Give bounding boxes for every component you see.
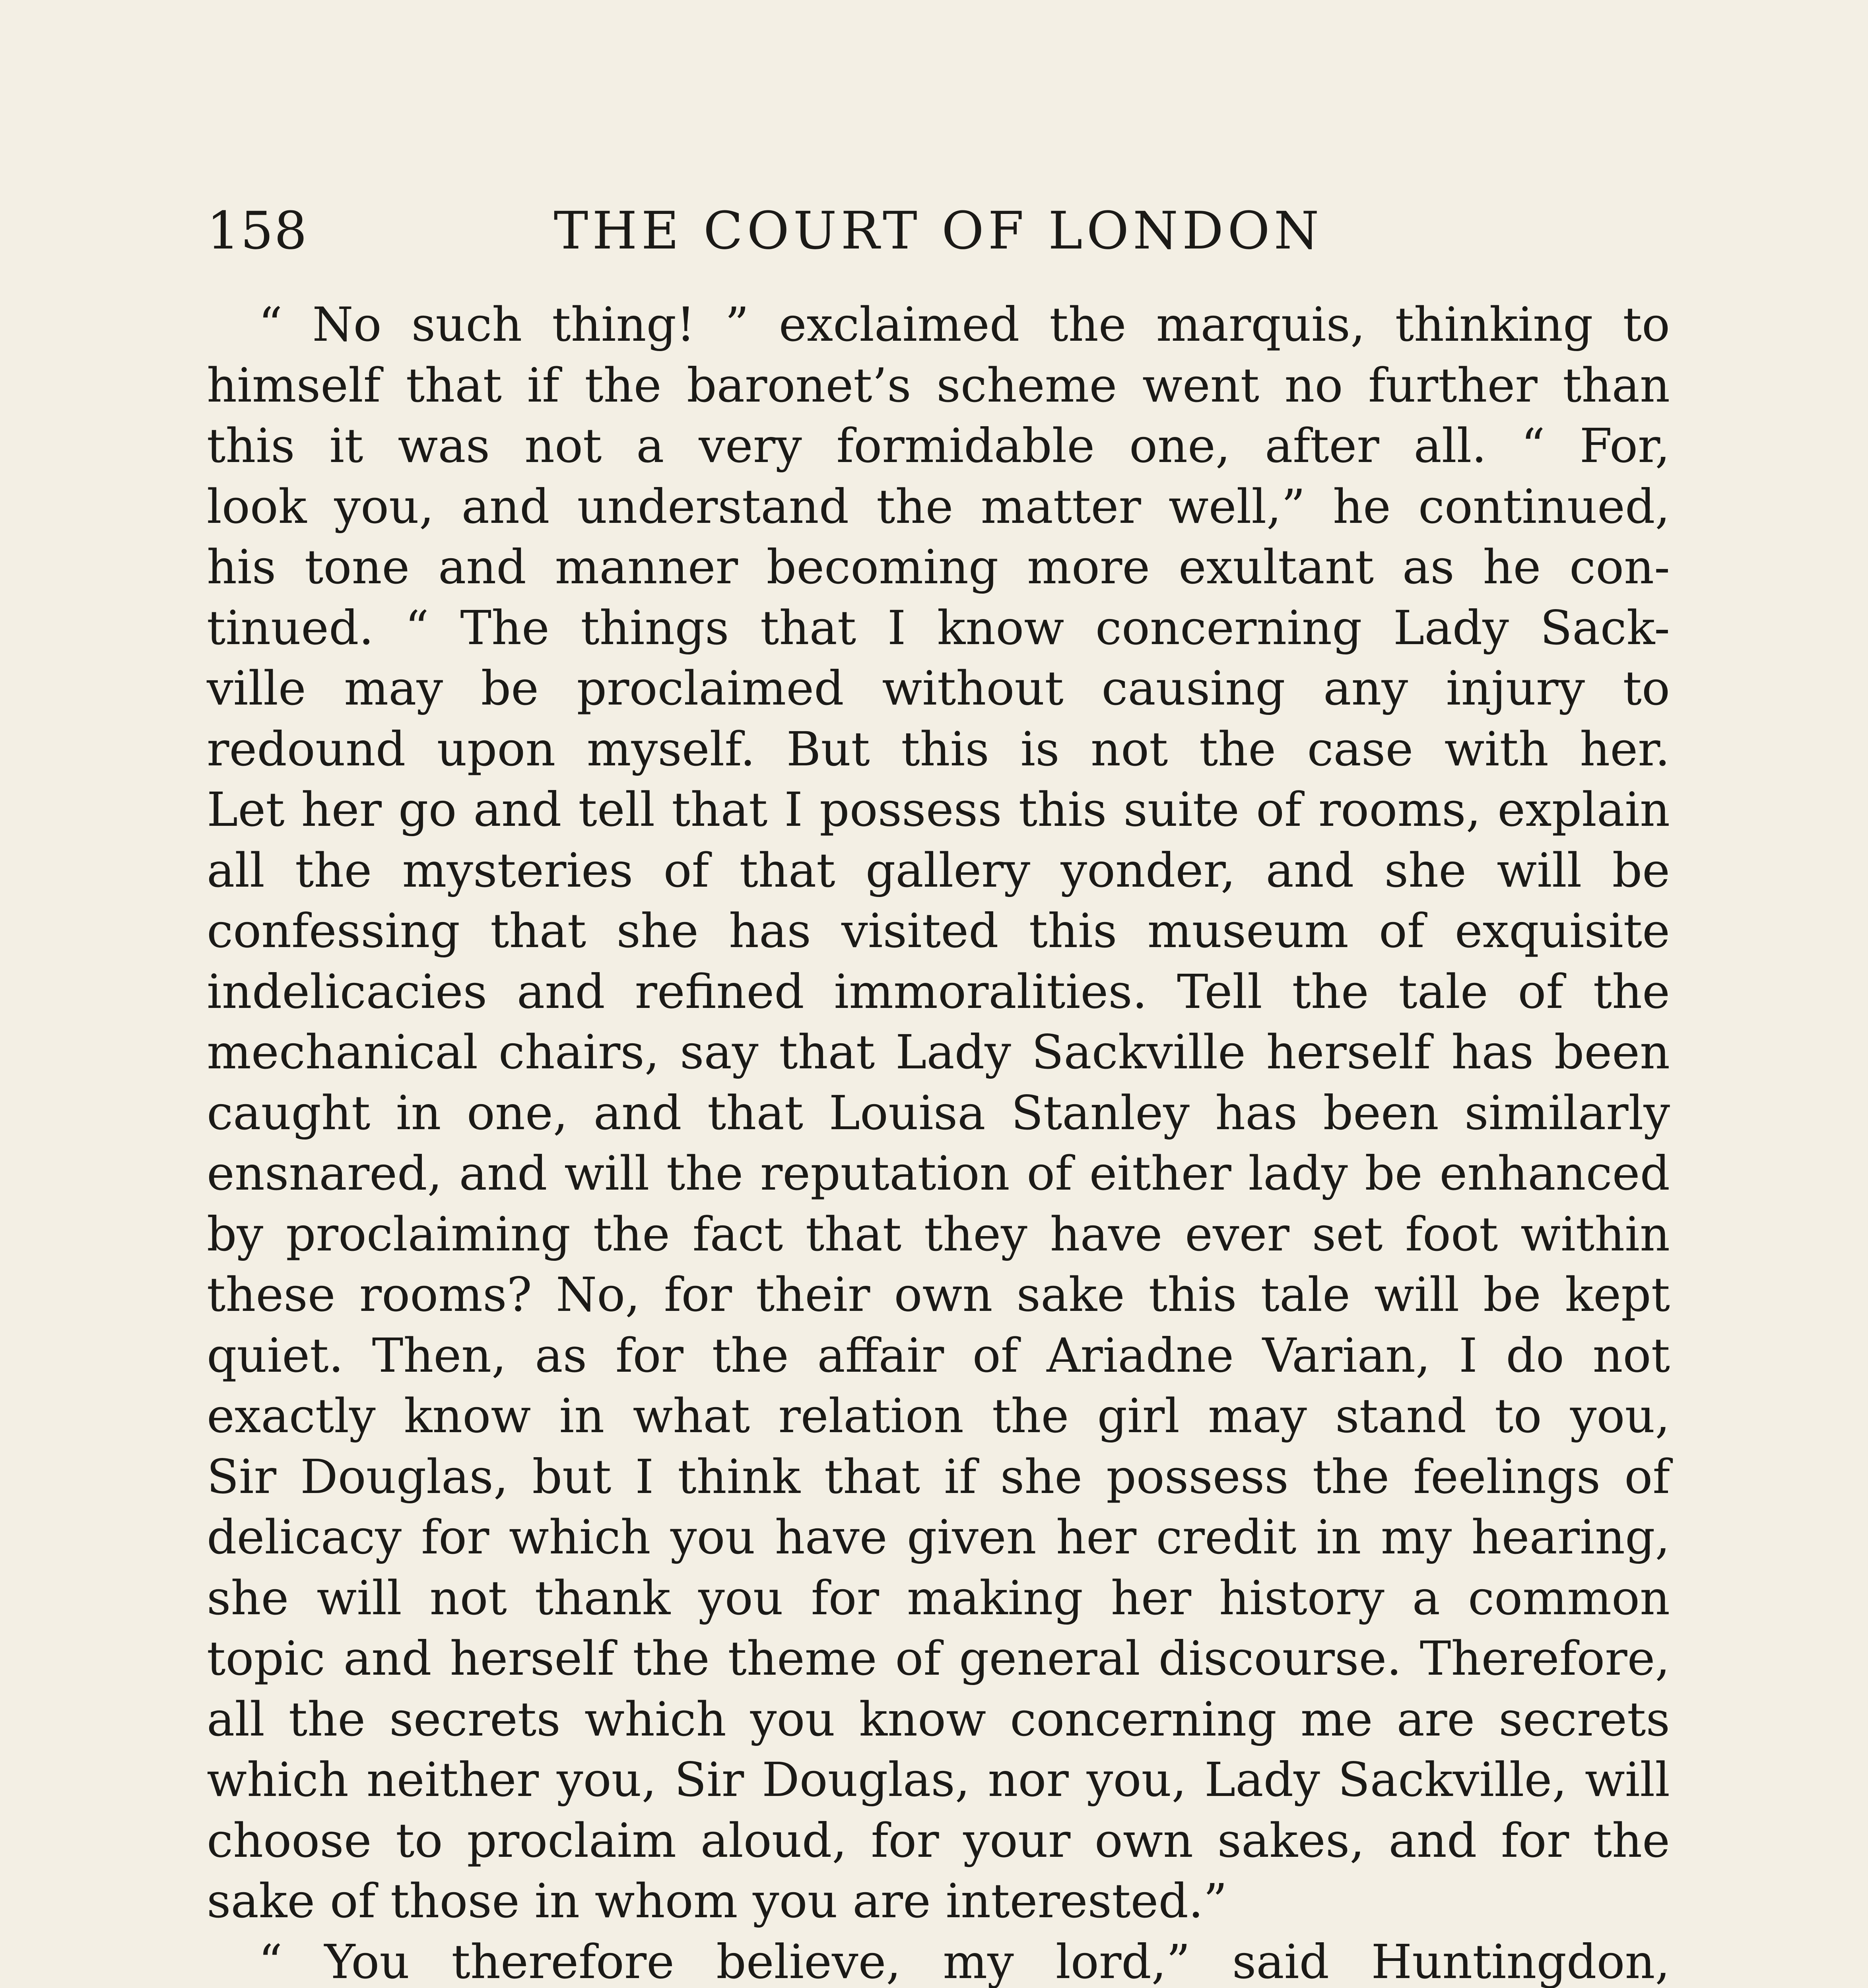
text-line: caught in one, and that Louisa Stanley has been similarly: [207, 1085, 1670, 1140]
text-line: himself that if the baronet’s scheme went no further than: [207, 357, 1670, 413]
text-line: this it was not a very formidable one, after all. “ For,: [207, 418, 1670, 473]
text-line: sake of those in whom you are interested.”: [207, 1873, 1227, 1928]
body-text: [207, 294, 1670, 1988]
text-line: exactly know in what relation the girl may stand to you,: [207, 1388, 1670, 1443]
text-line: ensnared, and will the reputation of either lady be enhanced: [207, 1146, 1670, 1201]
text-line: these rooms? No, for their own sake this tale will be kept: [207, 1267, 1670, 1322]
text-line: choose to proclaim aloud, for your own sakes, and for the: [207, 1813, 1670, 1868]
text-line: look you, and understand the matter well,” he continued,: [207, 479, 1670, 534]
text-line: Let her go and tell that I possess this suite of rooms, explain: [207, 782, 1670, 837]
text-line: redound upon myself. But this is not the case with her.: [207, 721, 1670, 777]
running-head: [207, 191, 1670, 270]
text-line: delicacy for which you have given her credit in my hearing,: [207, 1510, 1670, 1565]
text-line: quiet. Then, as for the affair of Ariadne Varian, I do not: [207, 1328, 1670, 1383]
text-line: topic and herself the theme of general discourse. Therefore,: [207, 1631, 1670, 1686]
text-line: Sir Douglas, but I think that if she possess the feelings of: [207, 1449, 1670, 1504]
text-line: ville may be proclaimed without causing any injury to: [207, 661, 1670, 716]
page-number: 158: [207, 200, 308, 261]
text-line: which neither you, Sir Douglas, nor you, Lady Sackville, will: [207, 1752, 1670, 1807]
text-line: indelicacies and refined immoralities. Tell the tale of the: [207, 964, 1670, 1019]
text-line: all the mysteries of that gallery yonder, and she will be: [207, 843, 1670, 898]
running-title: THE COURT OF LONDON: [553, 200, 1323, 261]
text-line: by proclaiming the fact that they have ever set foot within: [207, 1206, 1670, 1262]
text-line: his tone and manner becoming more exultant as he con-: [207, 540, 1670, 594]
text-line: all the secrets which you know concerning me are secrets: [207, 1691, 1670, 1747]
text-line: tinued. “ The things that I know concerning Lady Sack-: [207, 600, 1670, 655]
text-line: mechanical chairs, say that Lady Sackville herself has been: [207, 1025, 1670, 1079]
text-line: “ No such thing! ” exclaimed the marquis, thinking to: [258, 297, 1670, 352]
text-line: she will not thank you for making her history a common: [207, 1570, 1670, 1625]
text-line: confessing that she has visited this museum of exquisite: [207, 903, 1670, 958]
text-line: “ You therefore believe, my lord,” said Huntingdon,: [258, 1934, 1670, 1988]
